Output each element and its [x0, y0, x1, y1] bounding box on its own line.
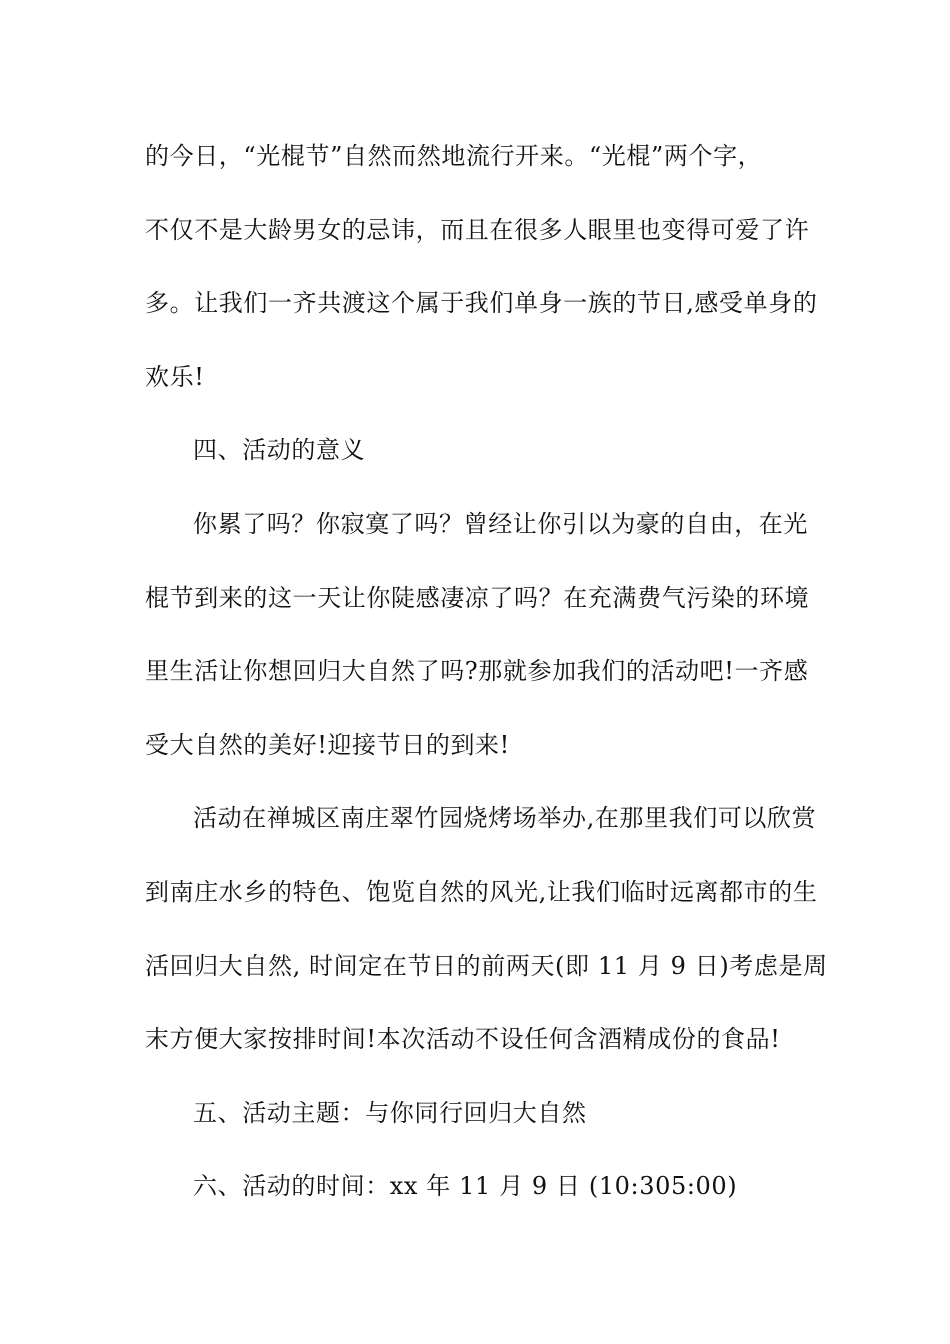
document-body [145, 120, 828, 1224]
text-line: 活回归大自然, 时间定在节日的前两天(即 11 月 9 日)考虑是周 [145, 951, 828, 980]
text-line: 到南庄水乡的特色、饱览自然的风光,让我们临时远离都市的生 [145, 877, 818, 906]
heading-line: 四、活动的意义 [193, 436, 366, 465]
text-line: 末方便大家按排时间!本次活动不设任何含酒精成份的食品! [145, 1025, 781, 1054]
heading-line: 五、活动主题：与你同行回归大自然 [193, 1098, 587, 1127]
section-heading-meaning [145, 414, 807, 488]
text-line: 不仅不是大龄男女的忌讳，而且在很多人眼里也变得可爱了许 [145, 215, 810, 244]
paragraph-intro-continuation [145, 120, 818, 414]
section-heading-theme [145, 1077, 807, 1151]
text-line: 欢乐! [145, 362, 205, 391]
text-line: 多。让我们一齐共渡这个属于我们单身一族的节日,感受单身的 [145, 289, 818, 318]
text-line: 里生活让你想回归大自然了吗?那就参加我们的活动吧!一齐感 [145, 657, 809, 686]
text-line: 棍节到来的这一天让你陡感凄凉了吗？在充满费气污染的环境 [145, 583, 810, 612]
heading-line: 六、活动的时间：xx 年 11 月 9 日 (10:305:00) [193, 1172, 738, 1201]
paragraph-venue [145, 782, 828, 1076]
text-line: 你累了吗？你寂寞了吗？曾经让你引以为豪的自由，在光 [193, 509, 808, 538]
text-line: 的今日，“光棍节”自然而然地流行开来。“光棍”两个字， [145, 142, 763, 170]
paragraph-meaning [145, 488, 810, 782]
text-line: 活动在禅城区南庄翠竹园烧烤场举办,在那里我们可以欣赏 [193, 804, 817, 833]
text-line: 受大自然的美好!迎接节日的到来! [145, 730, 510, 759]
section-heading-time [145, 1150, 807, 1224]
